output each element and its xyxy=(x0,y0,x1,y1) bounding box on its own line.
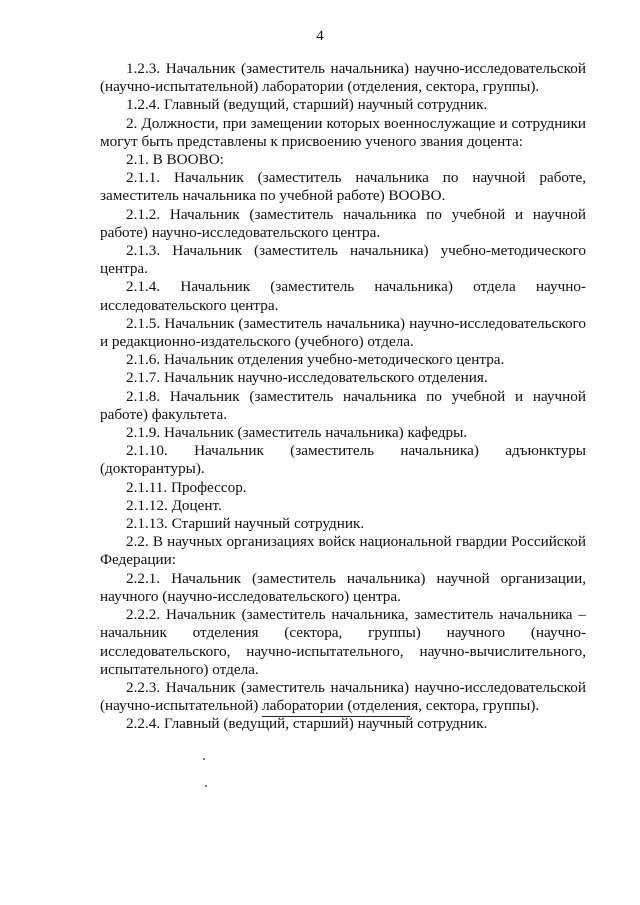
scan-speck xyxy=(203,758,205,760)
document-body xyxy=(100,60,586,734)
paragraph-1-2-3: 1.2.3. Начальник (заместитель начальника) научно-исследовательской (научно-испытательной) лаборатории (отделения, сектора, группы). xyxy=(100,60,586,96)
paragraph-2-1-6: 2.1.6. Начальник отделения учебно-методического центра. xyxy=(126,351,505,369)
paragraph-2-1-5: 2.1.5. Начальник (заместитель начальника) научно-исследовательского и редакционно-издательского (учебного) отдела. xyxy=(100,314,586,351)
paragraph-2-1-11: 2.1.11. Профессор. xyxy=(126,478,247,496)
paragraph-2: 2. Должности, при замещении которых военнослужащие и сотрудники могут быть представлены к присвоению ученого звания доцента: xyxy=(100,114,586,150)
paragraph-2-1-12: 2.1.12. Доцент. xyxy=(126,496,222,514)
paragraph-2-1-8: 2.1.8. Начальник (заместитель начальника по учебной и научной работе) факультета. xyxy=(100,387,586,423)
paragraph-2-1-1: 2.1.1. Начальник (заместитель начальника по научной работе, заместитель начальника по учебной работе) ВООВО. xyxy=(100,169,586,205)
page-number: 4 xyxy=(316,28,324,44)
scan-speck xyxy=(205,785,207,787)
paragraph-2-1-9: 2.1.9. Начальник (заместитель начальника) кафедры. xyxy=(126,424,468,442)
paragraph-2-2-2: 2.2.2. Начальник (заместитель начальника, заместитель начальника – начальник отделения (сектора, группы) научного (научно-исследовательского, научно-испытательного, научно-вычислительного, испытательного) отдела. xyxy=(100,606,586,678)
paragraph-2-2: 2.2. В научных организациях войск национальной гвардии Российской Федерации: xyxy=(100,533,586,569)
paragraph-2-1-10: 2.1.10. Начальник (заместитель начальника) адъюнктуры (докторантуры). xyxy=(100,442,586,478)
paragraph-1-2-4: 1.2.4. Главный (ведущий, старший) научный сотрудник. xyxy=(126,96,488,114)
paragraph-2-1-7: 2.1.7. Начальник научно-исследовательского отделения. xyxy=(126,369,488,387)
paragraph-2-1: 2.1. В ВООВО: xyxy=(126,151,224,169)
paragraph-2-1-13: 2.1.13. Старший научный сотрудник. xyxy=(126,515,365,533)
paragraph-2-2-4: 2.2.4. Главный (ведущий, старший) научный сотрудник. xyxy=(126,715,488,733)
paragraph-2-1-4: 2.1.4. Начальник (заместитель начальника) отдела научно-исследовательского центра. xyxy=(100,278,586,314)
paragraph-2-1-3: 2.1.3. Начальник (заместитель начальника) учебно-методического центра. xyxy=(100,242,586,278)
paragraph-2-1-2: 2.1.2. Начальник (заместитель начальника по учебной и научной работе) научно-исследовательского центра. xyxy=(100,205,586,241)
paragraph-2-2-3: 2.2.3. Начальник (заместитель начальника) научно-исследовательской (научно-испытательной) лаборатории (отделения, сектора, группы). xyxy=(100,678,586,715)
end-of-text-divider xyxy=(262,716,410,717)
paragraph-2-2-1: 2.2.1. Начальник (заместитель начальника) научной организации, научного (научно-исследовательского) центра. xyxy=(100,569,586,605)
